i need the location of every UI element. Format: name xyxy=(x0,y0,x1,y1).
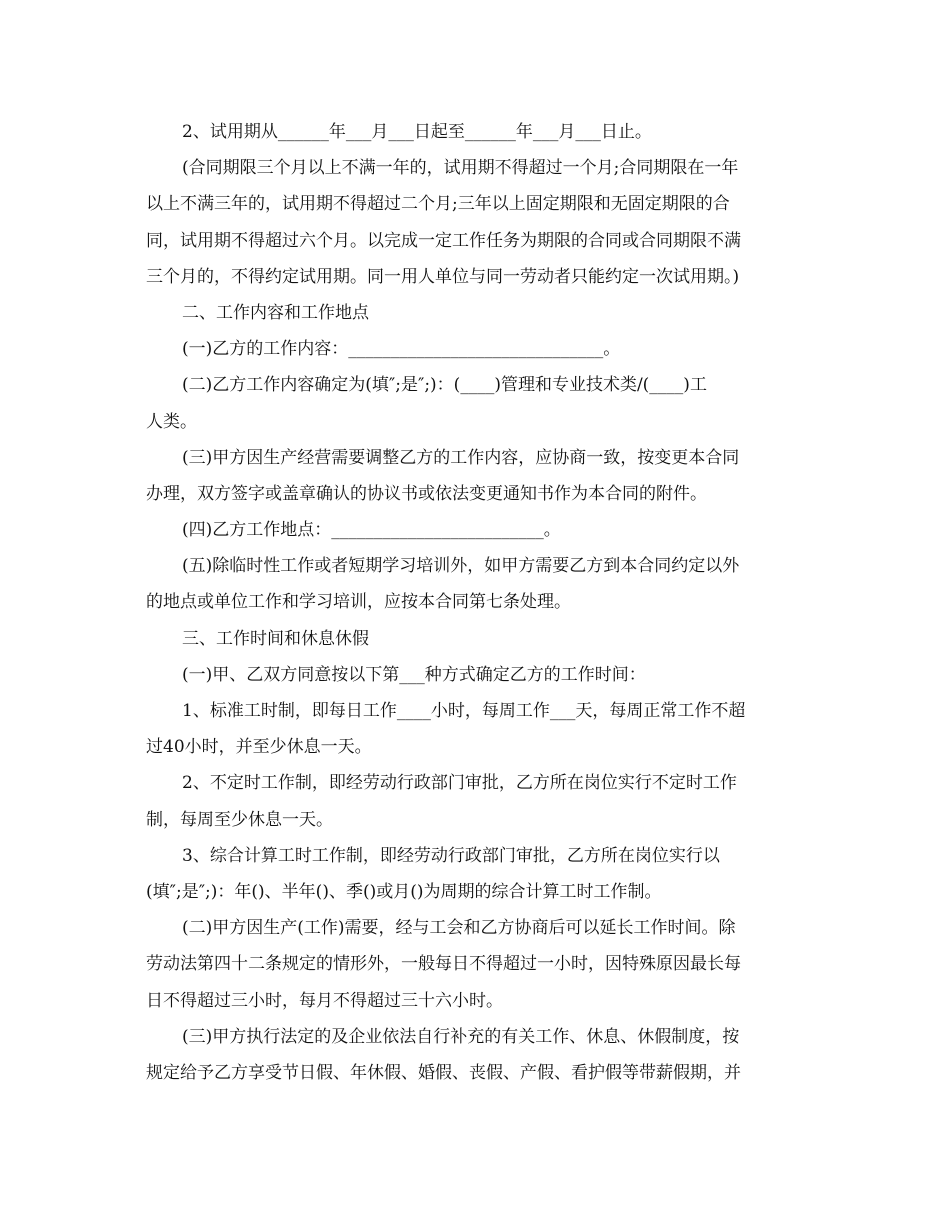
text-line-24: 劳动法第四十二条规定的情形外，一般每日不得超过一小时，因特殊原因最长每 xyxy=(146,954,741,975)
text-line-23: (二)甲方因生产(工作)需要，经与工会和乙方协商后可以延长工作时间。除 xyxy=(182,918,736,939)
text-line-5: 三个月的，不得约定试用期。同一用人单位与同一劳动者只能约定一次试用期。) xyxy=(146,266,740,287)
text-line-9: 人类。 xyxy=(146,411,197,432)
text-line-13: (五)除临时性工作或者短期学习培训外，如甲方需要乙方到本合同约定以外 xyxy=(182,556,740,577)
text-line-19: 2、不定时工作制，即经劳动行政部门审批，乙方所在岗位实行不定时工作 xyxy=(182,773,737,794)
text-line-7: (一)乙方的工作内容：______________________________。 xyxy=(182,339,621,360)
text-line-22: (填″;是″;)：年()、半年()、季()或月()为周期的综合计算工时工作制。 xyxy=(146,881,662,902)
text-line-3: 以上不满三年的，试用期不得超过二个月;三年以上固定期限和无固定期限的合 xyxy=(146,194,730,215)
text-line-1: 2、试用期从______年___月___日起至______年___月___日止。 xyxy=(182,122,652,142)
text-line-8: (二)乙方工作内容确定为(填″;是″;)：(____)管理和专业技术类/(____)工 xyxy=(182,375,707,396)
text-line-17: 1、标准工时制，即每日工作____小时，每周工作___天，每周正常工作不超 xyxy=(182,701,746,721)
text-line-10: (三)甲方因生产经营需要调整乙方的工作内容，应协商一致，按变更本合同 xyxy=(182,447,740,468)
text-line-12: (四)乙方工作地点：_________________________。 xyxy=(182,520,561,541)
text-line-18: 过40小时，并至少休息一天。 xyxy=(146,737,372,758)
text-line-25: 日不得超过三小时，每月不得超过三十六小时。 xyxy=(146,990,503,1011)
text-line-20: 制，每周至少休息一天。 xyxy=(146,809,333,830)
text-line-21: 3、综合计算工时工作制，即经劳动行政部门审批，乙方所在岗位实行以 xyxy=(182,845,720,866)
section-heading-3: 三、工作时间和休息休假 xyxy=(182,628,369,649)
text-line-14: 的地点或单位工作和学习培训，应按本合同第七条处理。 xyxy=(146,592,571,613)
text-line-4: 同，试用期不得超过六个月。以完成一定工作任务为期限的合同或合同期限不满 xyxy=(146,230,741,251)
text-line-27: 规定给予乙方享受节日假、年休假、婚假、丧假、产假、看护假等带薪假期，并 xyxy=(146,1062,741,1083)
text-line-2: (合同期限三个月以上不满一年的，试用期不得超过一个月;合同期限在一年 xyxy=(182,158,739,179)
document-page xyxy=(146,114,810,1091)
text-line-26: (三)甲方执行法定的及企业依法自行补充的有关工作、休息、休假制度，按 xyxy=(182,1026,740,1047)
section-heading-2: 二、工作内容和工作地点 xyxy=(182,302,369,323)
text-line-16: (一)甲、乙双方同意按以下第___种方式确定乙方的工作时间： xyxy=(182,664,646,685)
text-line-11: 办理，双方签字或盖章确认的协议书或依法变更通知书作为本合同的附件。 xyxy=(146,483,707,504)
